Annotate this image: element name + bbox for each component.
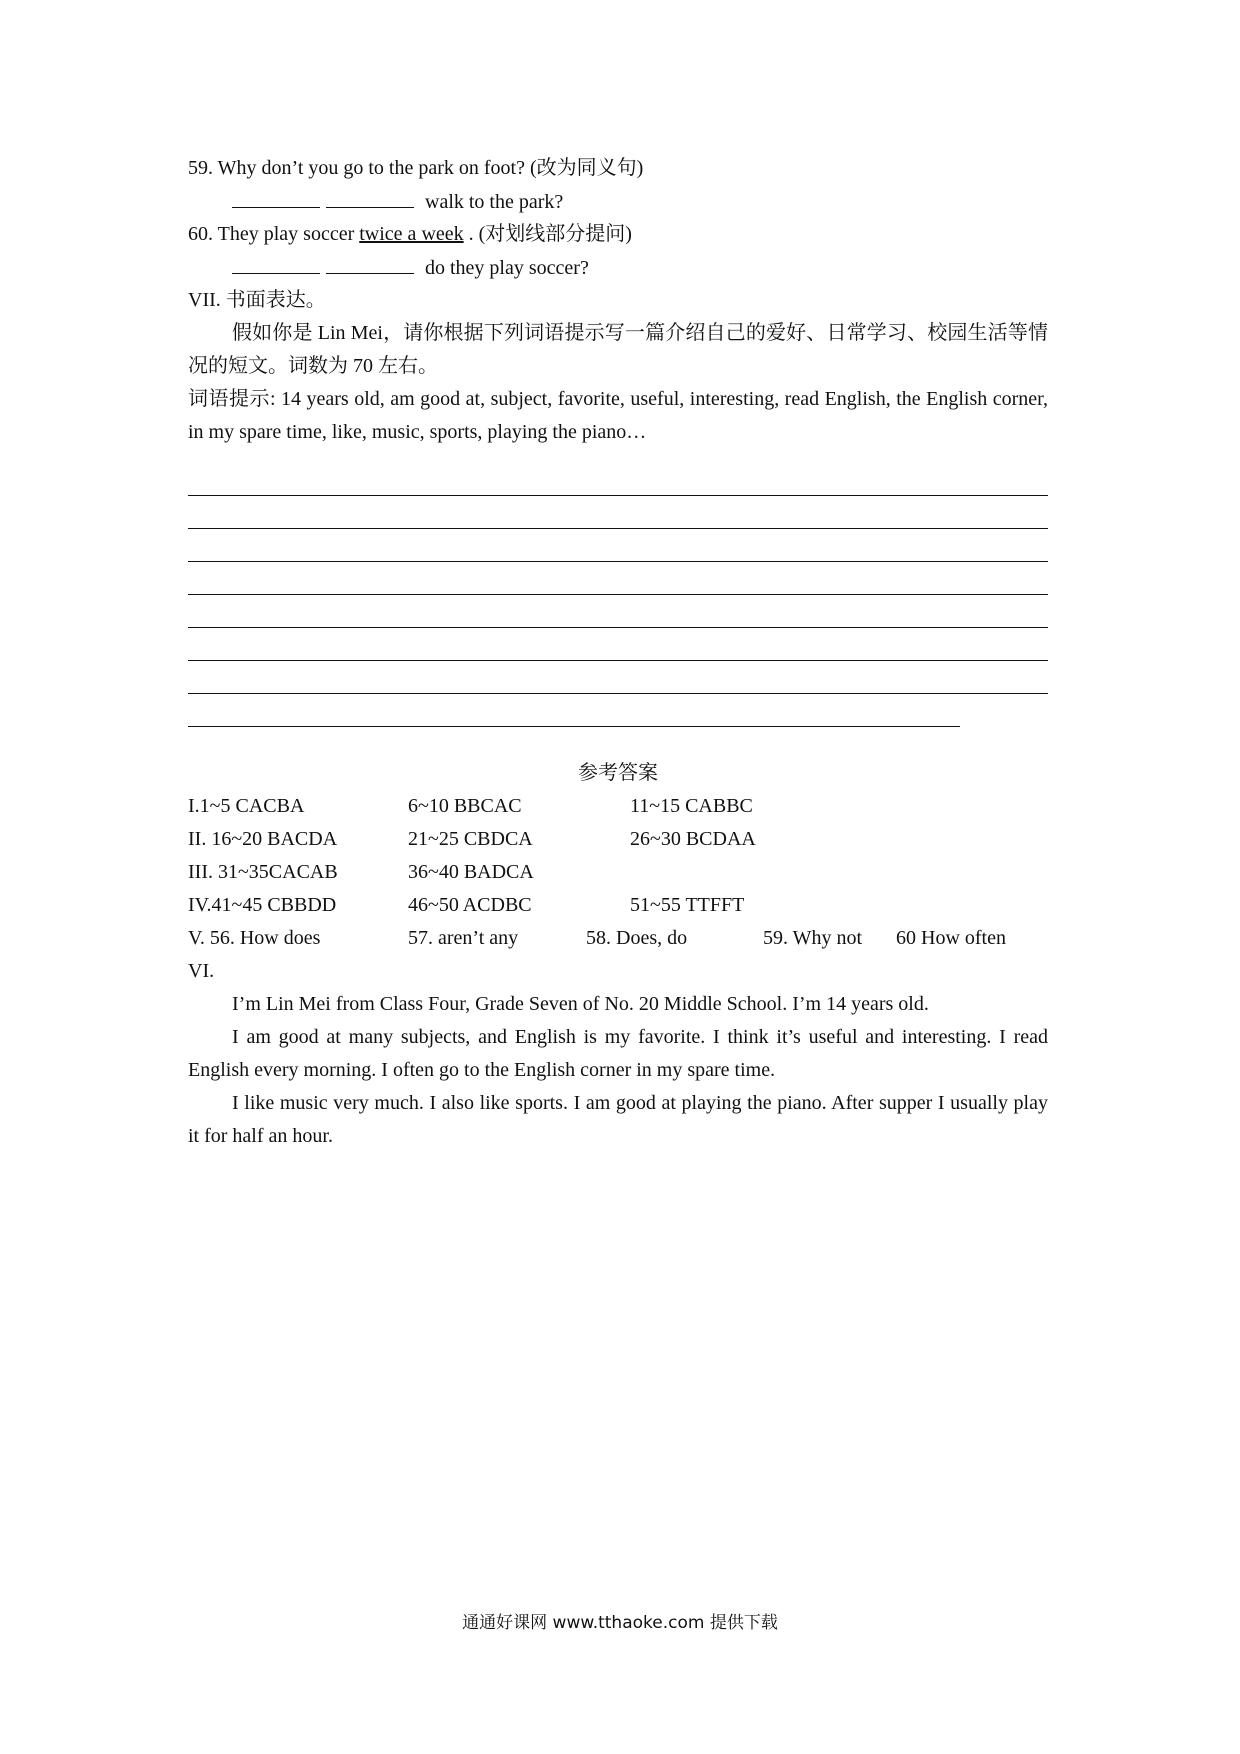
writing-line[interactable] [188,595,1048,628]
answer-cell: 11~15 CABBC [630,795,753,817]
answer-cell: IV.41~45 CBBDD [188,894,337,916]
answer-cell: 58. Does, do [586,927,688,949]
essay-paragraph: I like music very much. I also like sports. I am good at playing the piano. After supper I usually play it for half an hour. [188,1092,1048,1147]
answer-cell: 36~40 BADCA [408,861,534,883]
question-60 [188,218,1048,251]
answer-vi-label: VI. [188,960,215,982]
question-59: 59. Why don’t you go to the park on foot? (改为同义句) [188,157,644,179]
answer-cell: 6~10 BBCAC [408,795,522,817]
question-60-answer-line [188,251,1048,284]
page-footer: 通通好课网 www.tthaoke.com 提供下载 [462,1613,778,1633]
section-7-heading: VII. 书面表达。 [188,289,326,311]
page-content [188,152,1048,1153]
answer-blank[interactable] [232,251,320,274]
answer-cell: 60 How often [896,927,1006,949]
answer-row [188,889,1048,922]
answer-row-v [188,922,1048,955]
answer-blank[interactable] [232,185,320,208]
answer-cell: I.1~5 CACBA [188,795,305,817]
essay-paragraph: I am good at many subjects, and English is my favorite. I think it’s useful and interesting. I read English every morning. I often go to the English corner in my spare time. [188,1026,1048,1081]
answer-cell: V. 56. How does [188,927,321,949]
answer-key-title: 参考答案 [578,762,658,784]
answer-cell: 21~25 CBDCA [408,828,533,850]
word-hints: 词语提示: 14 years old, am good at, subject, favorite, useful, interesting, read English, the English corner, in my spare time, like, music, sports, playing the piano… [188,388,1048,443]
answer-blank[interactable] [326,185,414,208]
writing-line[interactable] [188,562,1048,595]
question-59-answer-line [188,185,1048,218]
writing-line[interactable] [188,529,1048,562]
answer-cell: 59. Why not [763,927,863,949]
writing-line[interactable] [188,463,1048,496]
answer-tail: walk to the park? [425,191,564,213]
answer-row [188,823,1048,856]
answer-cell: III. 31~35CACAB [188,861,338,883]
answer-row [188,856,1048,889]
writing-line[interactable] [188,694,960,727]
answer-row [188,790,1048,823]
answer-tail: do they play soccer? [425,257,589,279]
answer-cell: II. 16~20 BACDA [188,828,338,850]
writing-line[interactable] [188,496,1048,529]
writing-line[interactable] [188,628,1048,661]
question-60-prefix: 60. They play soccer [188,223,360,245]
answer-cell: 46~50 ACDBC [408,894,532,916]
writing-area[interactable] [188,463,1048,727]
answer-cell: 57. aren’t any [408,927,519,949]
answer-cell: 51~55 TTFFT [630,894,745,916]
question-60-suffix: . (对划线部分提问) [463,223,632,245]
underlined-phrase: twice a week [359,223,464,245]
answer-cell: 26~30 BCDAA [630,828,756,850]
essay-paragraph: I’m Lin Mei from Class Four, Grade Seven of No. 20 Middle School. I’m 14 years old. [232,993,929,1015]
writing-instruction: 假如你是 Lin Mei，请你根据下列词语提示写一篇介绍自己的爱好、日常学习、校园生活等情况的短文。词数为 70 左右。 [188,322,1048,377]
writing-line[interactable] [188,661,1048,694]
answer-blank[interactable] [326,251,414,274]
